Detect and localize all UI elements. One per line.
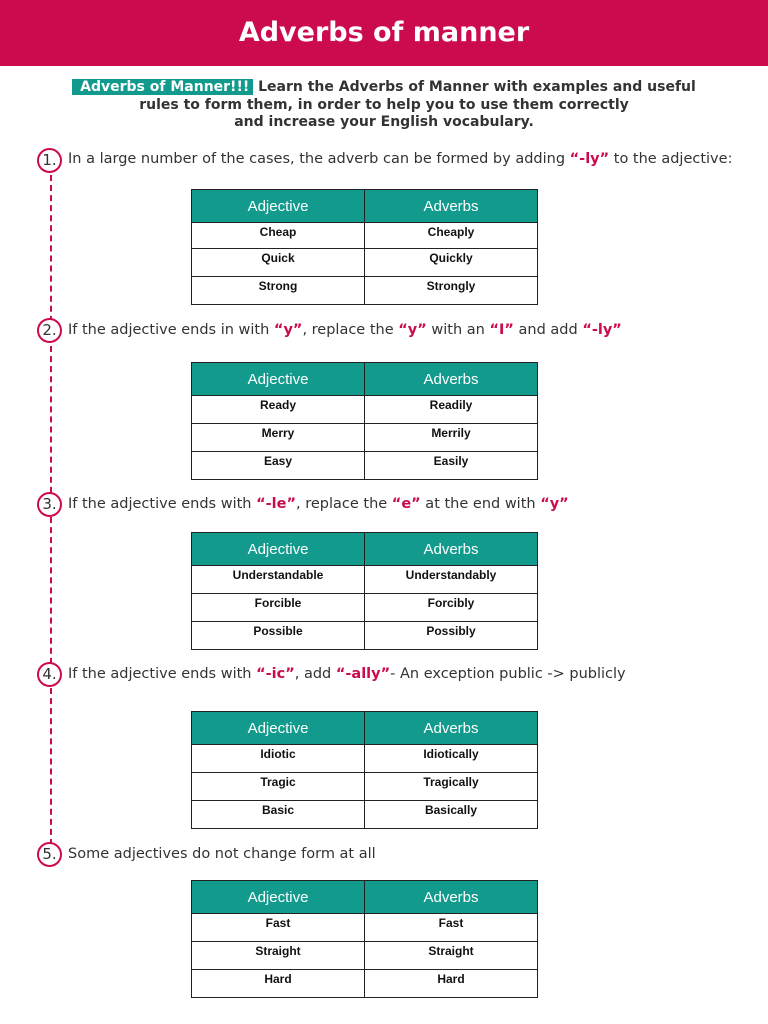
step-text-part: and add	[513, 322, 583, 338]
adverb-cell: Possibly	[365, 622, 538, 650]
table-row	[192, 249, 538, 277]
step-text-part: , replace the	[295, 496, 392, 512]
table-row	[192, 566, 538, 594]
adjective-cell: Possible	[192, 622, 365, 650]
step-text-part: If the adjective ends with	[68, 666, 257, 682]
adjective-cell: Forcible	[192, 594, 365, 622]
page-header	[0, 0, 768, 66]
column-header-adverbs: Adverbs	[365, 712, 538, 745]
step-5-text	[68, 846, 376, 862]
step-text-part: with an	[426, 322, 490, 338]
column-header-adverbs: Adverbs	[365, 881, 538, 914]
step-text-highlight: “y”	[540, 496, 569, 512]
step-5-number: 5.	[37, 842, 62, 867]
table-row	[192, 970, 538, 998]
adjective-cell: Ready	[192, 396, 365, 424]
table-row	[192, 396, 538, 424]
table-row	[192, 223, 538, 249]
step-text-part: Some adjectives do not change form at all	[68, 846, 376, 862]
step-text-highlight: “-ly”	[569, 151, 610, 167]
adverb-cell: Strongly	[365, 277, 538, 305]
adjective-cell: Strong	[192, 277, 365, 305]
step-text-part: , add	[294, 666, 336, 682]
table-row	[192, 801, 538, 829]
column-header-adjective: Adjective	[192, 533, 365, 566]
adverb-cell: Tragically	[365, 773, 538, 801]
adjective-cell: Easy	[192, 452, 365, 480]
step-3-text	[68, 496, 569, 512]
adjective-cell: Tragic	[192, 773, 365, 801]
adjective-cell: Merry	[192, 424, 365, 452]
intro-line-3: and increase your English vocabulary.	[234, 114, 534, 130]
table-row	[192, 622, 538, 650]
step-3-table	[191, 532, 538, 650]
step-text-part: In a large number of the cases, the adverb can be formed by adding	[68, 151, 570, 167]
table-row	[192, 594, 538, 622]
column-header-adjective: Adjective	[192, 363, 365, 396]
table-row	[192, 277, 538, 305]
intro-line-2: rules to form them, in order to help you to use them correctly	[139, 96, 629, 113]
adjective-cell: Idiotic	[192, 745, 365, 773]
adverb-cell: Hard	[365, 970, 538, 998]
step-1-number: 1.	[37, 148, 62, 173]
adjective-cell: Cheap	[192, 223, 365, 249]
step-5-table	[191, 880, 538, 998]
intro-highlight: Adverbs of Manner!!!	[72, 79, 253, 95]
step-4-table	[191, 711, 538, 829]
column-header-adverbs: Adverbs	[365, 190, 538, 223]
adjective-cell: Basic	[192, 801, 365, 829]
step-2-text	[68, 322, 622, 338]
step-2-number: 2.	[37, 318, 62, 343]
step-text-highlight: “-ly”	[582, 322, 622, 338]
step-text-part: to the adjective:	[609, 151, 733, 167]
column-header-adjective: Adjective	[192, 881, 365, 914]
adverb-cell: Merrily	[365, 424, 538, 452]
adverb-cell: Quickly	[365, 249, 538, 277]
step-text-highlight: “e”	[391, 496, 421, 512]
table-row	[192, 914, 538, 942]
adjective-cell: Quick	[192, 249, 365, 277]
table-row	[192, 452, 538, 480]
adverb-cell: Straight	[365, 942, 538, 970]
step-text-highlight: “y”	[398, 322, 427, 338]
table-row	[192, 942, 538, 970]
step-text-highlight: “y”	[273, 322, 303, 338]
adjective-cell: Understandable	[192, 566, 365, 594]
step-3-number: 3.	[37, 492, 62, 517]
step-text-highlight: “-le”	[256, 496, 296, 512]
table-row	[192, 773, 538, 801]
adverb-cell: Readily	[365, 396, 538, 424]
table-row	[192, 745, 538, 773]
step-text-part: at the end with	[420, 496, 541, 512]
step-1-text	[68, 151, 732, 167]
adjective-cell: Straight	[192, 942, 365, 970]
table-row	[192, 424, 538, 452]
intro-paragraph	[40, 79, 728, 132]
column-header-adverbs: Adverbs	[365, 363, 538, 396]
step-text-highlight: “-ally”	[335, 666, 391, 682]
step-text-highlight: “-ic”	[256, 666, 295, 682]
adverb-cell: Forcibly	[365, 594, 538, 622]
step-text-part: If the adjective ends with	[68, 496, 257, 512]
step-text-part: , replace the	[302, 322, 399, 338]
adverb-cell: Fast	[365, 914, 538, 942]
column-header-adjective: Adjective	[192, 712, 365, 745]
step-1-table	[191, 189, 538, 305]
adverb-cell: Cheaply	[365, 223, 538, 249]
column-header-adverbs: Adverbs	[365, 533, 538, 566]
intro-line-1: Learn the Adverbs of Manner with examples and useful	[253, 79, 696, 95]
adjective-cell: Hard	[192, 970, 365, 998]
adverb-cell: Understandably	[365, 566, 538, 594]
step-4-text	[68, 666, 626, 682]
column-header-adjective: Adjective	[192, 190, 365, 223]
adjective-cell: Fast	[192, 914, 365, 942]
adverb-cell: Basically	[365, 801, 538, 829]
step-text-part: - An exception public -> publicly	[390, 666, 626, 682]
step-2-table	[191, 362, 538, 480]
page-title: Adverbs of manner	[238, 17, 530, 48]
adverb-cell: Idiotically	[365, 745, 538, 773]
step-text-part: If the adjective ends in with	[68, 322, 274, 338]
adverb-cell: Easily	[365, 452, 538, 480]
step-4-number: 4.	[37, 662, 62, 687]
step-text-highlight: “I”	[489, 322, 514, 338]
